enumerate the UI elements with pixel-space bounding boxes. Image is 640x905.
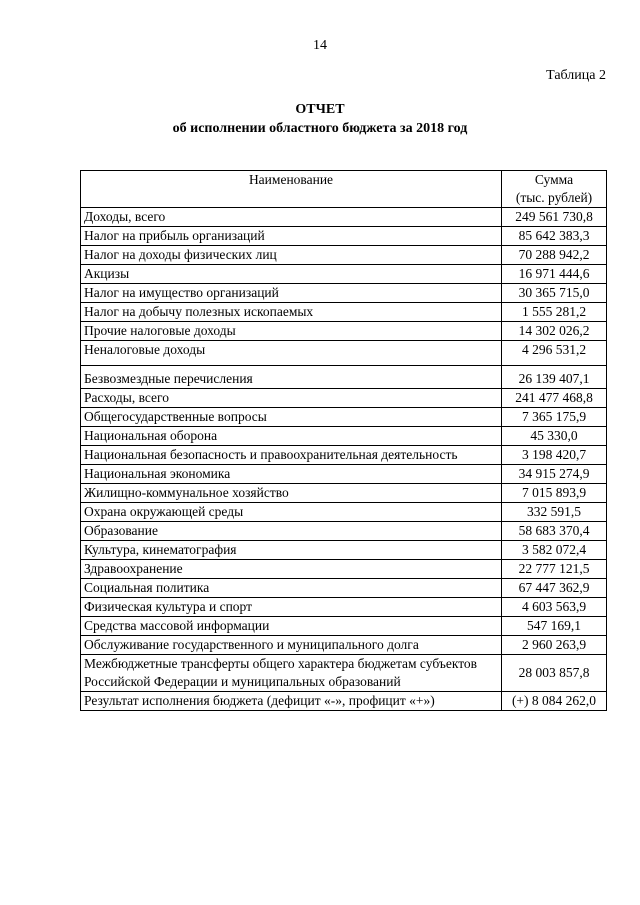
- table-header-row: [81, 171, 607, 208]
- table-row: [81, 560, 607, 579]
- row-value: 26 139 407,1: [502, 366, 607, 389]
- table-row: [81, 541, 607, 560]
- row-name: Охрана окружающей среды: [81, 503, 502, 522]
- row-value: 7 365 175,9: [502, 408, 607, 427]
- table-row: [81, 341, 607, 366]
- table-row: [81, 227, 607, 246]
- table-row: [81, 427, 607, 446]
- table-row: [81, 208, 607, 227]
- report-subtitle: об исполнении областного бюджета за 2018 год: [172, 121, 468, 136]
- row-value: 30 365 715,0: [502, 284, 607, 303]
- row-value: 34 915 274,9: [502, 465, 607, 484]
- row-name: Результат исполнения бюджета (дефицит «-», профицит «+»): [81, 692, 502, 711]
- table-label: Таблица 2: [546, 68, 606, 83]
- table-row: [81, 598, 607, 617]
- row-value: 70 288 942,2: [502, 246, 607, 265]
- page-number: 14: [313, 38, 327, 53]
- row-name: Общегосударственные вопросы: [81, 408, 502, 427]
- row-value: 7 015 893,9: [502, 484, 607, 503]
- table-row: [81, 322, 607, 341]
- table-row: [81, 446, 607, 465]
- row-value: 22 777 121,5: [502, 560, 607, 579]
- row-name: Межбюджетные трансферты общего характера бюджетам субъектов Российской Федерации и муниципальных образований: [81, 655, 502, 692]
- row-name: Национальная оборона: [81, 427, 502, 446]
- row-name: Национальная экономика: [81, 465, 502, 484]
- row-name: Налог на имущество организаций: [81, 284, 502, 303]
- row-value: 332 591,5: [502, 503, 607, 522]
- row-value: 14 302 026,2: [502, 322, 607, 341]
- row-name: Культура, кинематография: [81, 541, 502, 560]
- row-name: Доходы, всего: [81, 208, 502, 227]
- header-name: Наименование: [81, 171, 502, 208]
- row-value: 16 971 444,6: [502, 265, 607, 284]
- row-value: 58 683 370,4: [502, 522, 607, 541]
- header-sum-line1: Сумма: [534, 172, 574, 187]
- table-row: [81, 465, 607, 484]
- row-value: (+) 8 084 262,0: [502, 692, 607, 711]
- table-row: [81, 579, 607, 598]
- table-row: [81, 389, 607, 408]
- row-value: 3 198 420,7: [502, 446, 607, 465]
- table-row: [81, 503, 607, 522]
- row-name: Безвозмездные перечисления: [81, 366, 502, 389]
- row-name: Здравоохранение: [81, 560, 502, 579]
- row-value: 249 561 730,8: [502, 208, 607, 227]
- header-sum-line2: (тыс. рублей): [515, 190, 593, 205]
- row-value: 45 330,0: [502, 427, 607, 446]
- table-row: [81, 408, 607, 427]
- row-name: Образование: [81, 522, 502, 541]
- row-name: Жилищно-коммунальное хозяйство: [81, 484, 502, 503]
- table-row: [81, 303, 607, 322]
- row-value: 85 642 383,3: [502, 227, 607, 246]
- row-name: Неналоговые доходы: [81, 341, 502, 366]
- row-name: Налог на прибыль организаций: [81, 227, 502, 246]
- row-value: 4 603 563,9: [502, 598, 607, 617]
- report-title: ОТЧЕТ: [295, 102, 345, 117]
- row-value: 1 555 281,2: [502, 303, 607, 322]
- table-row: [81, 484, 607, 503]
- table-row: [81, 366, 607, 389]
- row-value: 547 169,1: [502, 617, 607, 636]
- table-row: [81, 265, 607, 284]
- row-name: Обслуживание государственного и муниципального долга: [81, 636, 502, 655]
- row-name: Прочие налоговые доходы: [81, 322, 502, 341]
- row-name: Социальная политика: [81, 579, 502, 598]
- row-value: 3 582 072,4: [502, 541, 607, 560]
- row-name: Средства массовой информации: [81, 617, 502, 636]
- table-row: [81, 655, 607, 692]
- row-value: 2 960 263,9: [502, 636, 607, 655]
- header-sum: [502, 171, 607, 208]
- table-row: [81, 246, 607, 265]
- row-value: 4 296 531,2: [502, 341, 607, 366]
- budget-table: [80, 170, 607, 711]
- row-value: 28 003 857,8: [502, 655, 607, 692]
- row-value: 241 477 468,8: [502, 389, 607, 408]
- row-name: Налог на доходы физических лиц: [81, 246, 502, 265]
- table-row: [81, 617, 607, 636]
- row-name: Расходы, всего: [81, 389, 502, 408]
- row-name: Физическая культура и спорт: [81, 598, 502, 617]
- row-name: Национальная безопасность и правоохранительная деятельность: [81, 446, 502, 465]
- row-name: Акцизы: [81, 265, 502, 284]
- table-row: [81, 284, 607, 303]
- table-row: [81, 692, 607, 711]
- table-row: [81, 522, 607, 541]
- row-value: 67 447 362,9: [502, 579, 607, 598]
- table-row: [81, 636, 607, 655]
- row-name: Налог на добычу полезных ископаемых: [81, 303, 502, 322]
